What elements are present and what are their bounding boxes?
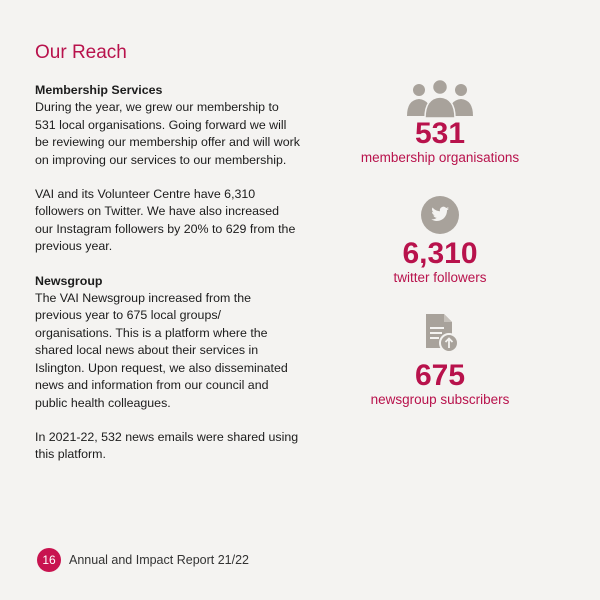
body-text-column	[35, 82, 300, 481]
stat-newsgroup	[355, 312, 525, 408]
newsgroup-body: The VAI Newsgroup increased from the previous year to 675 local groups/ organisations. This is a platform where the shared local news about their services in Islington. Upon request, we also disseminated news and information from our council and public health colleagues.	[35, 291, 288, 410]
twitter-icon	[421, 196, 459, 234]
stat-twitter	[355, 196, 525, 286]
stat-number: 6,310	[402, 237, 478, 270]
newsgroup-section	[35, 273, 300, 412]
emails-paragraph: In 2021-22, 532 news emails were shared using this platform.	[35, 429, 299, 462]
stat-number: 675	[414, 359, 466, 392]
membership-heading: Membership Services	[35, 83, 163, 97]
twitter-paragraph: VAI and its Volunteer Centre have 6,310 followers on Twitter. We have also increased our Instagram followers by 20% to 629 from the previous year.	[35, 187, 296, 254]
membership-section	[35, 82, 300, 169]
stat-label: twitter followers	[393, 270, 487, 285]
stat-number: 531	[414, 117, 466, 150]
newsgroup-heading: Newsgroup	[35, 273, 103, 288]
page-number-badge: 16	[37, 548, 61, 572]
stat-label: newsgroup subscribers	[370, 392, 510, 407]
document-upload-icon	[420, 312, 460, 354]
membership-body: During the year, we grew our membership to 531 local organisations. Going forward we will be reviewing our membership offer and will work on improving our services to our membership.	[35, 100, 300, 167]
stat-membership	[355, 78, 525, 166]
page-title: Our Reach	[35, 42, 127, 63]
stat-label: membership organisations	[360, 150, 520, 165]
page-footer	[37, 548, 249, 572]
people-icon	[405, 78, 475, 118]
report-title: Annual and Impact Report 21/22	[69, 553, 249, 567]
